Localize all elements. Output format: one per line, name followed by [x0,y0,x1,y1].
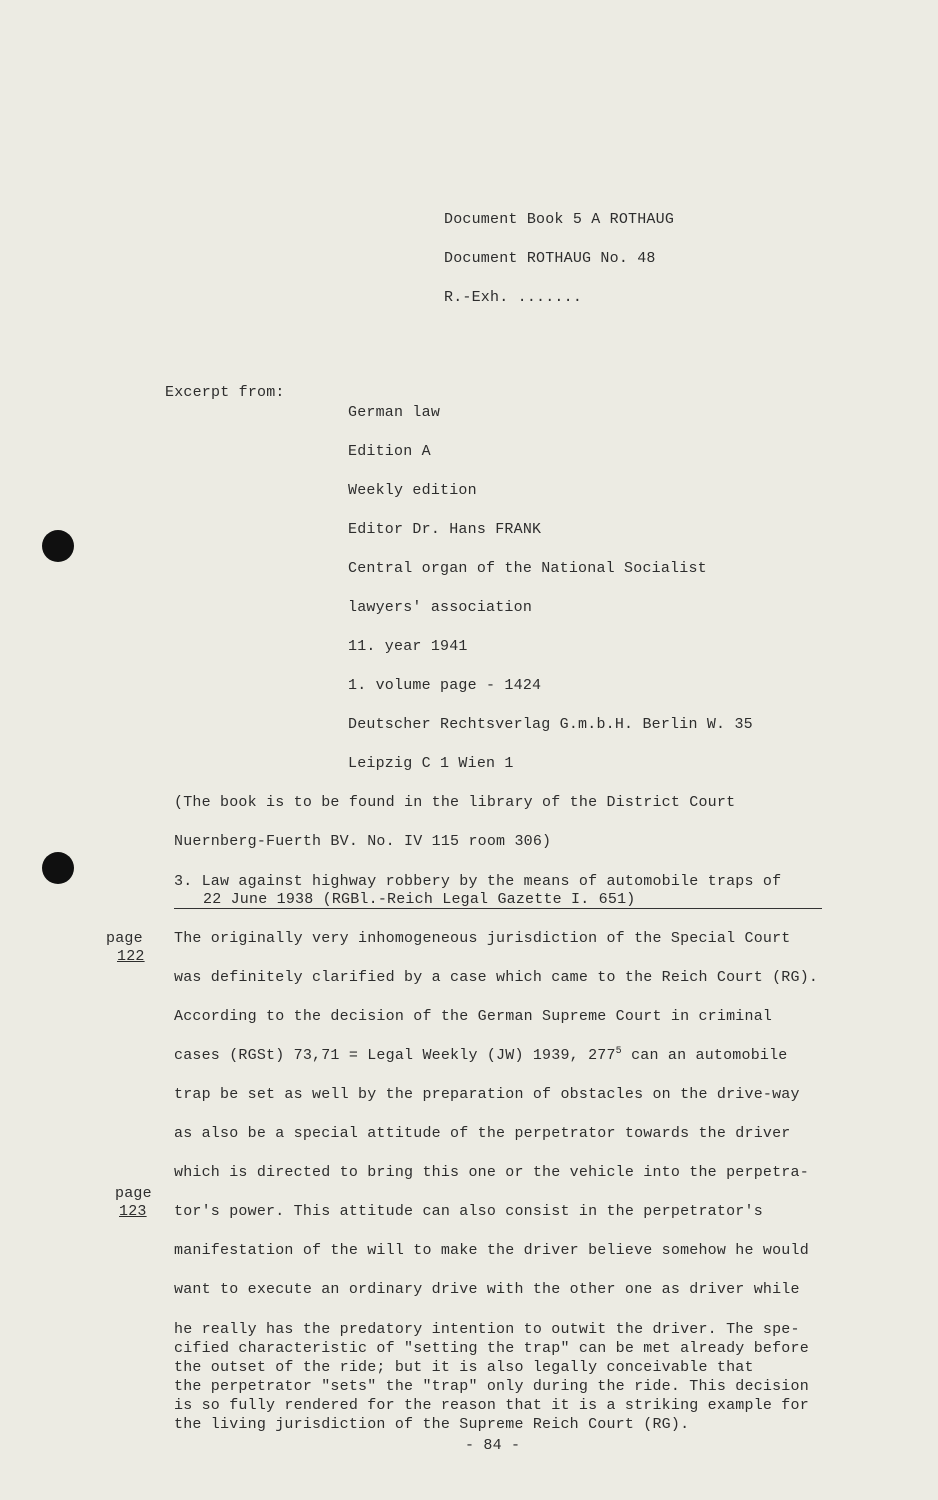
source-line: Deutscher Rechtsverlag G.m.b.H. Berlin W. 35 [348,716,753,733]
source-line: Edition A [348,443,431,460]
library-note: (The book is to be found in the library of the District Court [174,794,736,811]
source-line: lawyers' association [348,599,533,616]
final-line: the living jurisdiction of the Supreme Reich Court (RG). [174,1416,690,1433]
body-line: According to the decision of the German Supreme Court in criminal [174,1008,773,1025]
body-line: as also be a special attitude of the perpetrator towards the driver [174,1125,791,1142]
body-line: trap be set as well by the preparation of obstacles on the drive-way [174,1086,800,1103]
margin-page-label: page [115,1185,152,1202]
final-line: the perpetrator "sets" the "trap" only during the ride. This decision [174,1378,809,1395]
margin-page-number: 123 [119,1203,147,1220]
title-underline [174,908,822,909]
header-document-number: Document ROTHAUG No. 48 [444,250,656,267]
source-line: Editor Dr. Hans FRANK [348,521,542,538]
source-line: Weekly edition [348,482,477,499]
source-line: Leipzig C 1 Wien 1 [348,755,514,772]
law-title: 22 June 1938 (RGBl.-Reich Legal Gazette I. 651) [203,891,636,908]
law-title: 3. Law against highway robbery by the means of automobile traps of [174,873,782,890]
margin-page-number: 122 [117,948,145,965]
excerpt-label: Excerpt from: [165,384,285,401]
body-line [174,1047,788,1065]
punch-hole [42,530,74,562]
page-number: - 84 - [465,1437,521,1454]
body-line: was definitely clarified by a case which came to the Reich Court (RG). [174,969,819,986]
source-line: Central organ of the National Socialist [348,560,707,577]
body-line: want to execute an ordinary drive with the other one as driver while [174,1281,800,1298]
final-line: cified characteristic of "setting the trap" can be met already before [174,1340,809,1357]
margin-page-label: page [106,930,143,947]
header-exhibit: R.-Exh. ....... [444,289,583,306]
body-line: The originally very inhomogeneous jurisdiction of the Special Court [174,930,791,947]
body-line: manifestation of the will to make the driver believe somehow he would [174,1242,809,1259]
body-text: cases (RGSt) 73,71 = Legal Weekly (JW) 1939, 277 [174,1047,616,1064]
source-line: 11. year 1941 [348,638,468,655]
punch-hole [42,852,74,884]
footnote-marker: 5 [615,1046,622,1057]
library-note: Nuernberg-Fuerth BV. No. IV 115 room 306) [174,833,552,850]
source-line: German law [348,404,441,421]
header-book: Document Book 5 A ROTHAUG [444,211,675,228]
body-line: which is directed to bring this one or the vehicle into the perpetra- [174,1164,809,1181]
final-line: the outset of the ride; but it is also legally conceivable that [174,1359,754,1376]
final-line: he really has the predatory intention to outwit the driver. The spe- [174,1321,800,1338]
final-line: is so fully rendered for the reason that it is a striking example for [174,1397,809,1414]
source-line: 1. volume page - 1424 [348,677,542,694]
body-text: can an automobile [621,1047,788,1064]
body-line: tor's power. This attitude can also consist in the perpetrator's [174,1203,763,1220]
